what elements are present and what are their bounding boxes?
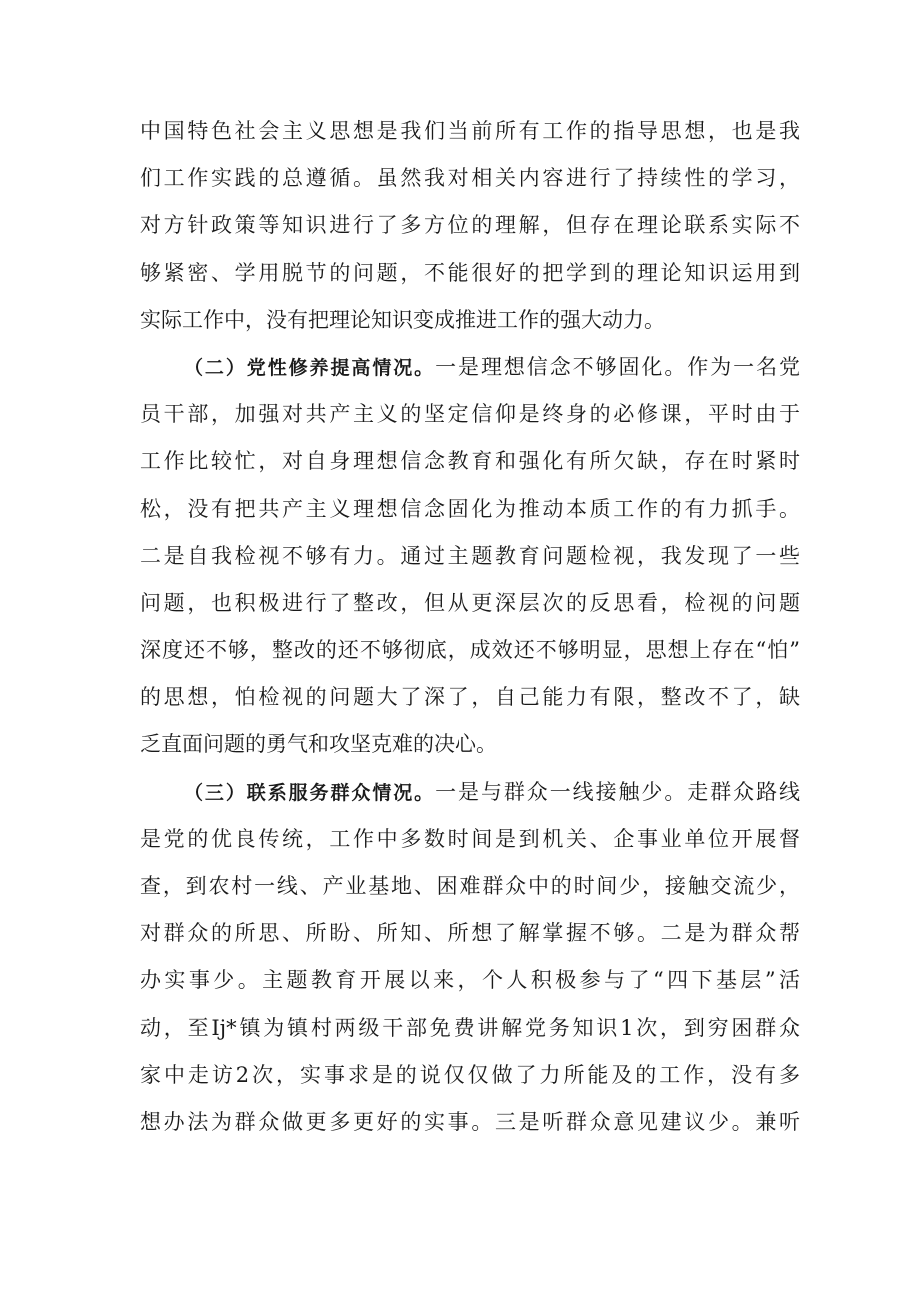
text-line: 查，到农村一线、产业基地、困难群众中的时间少，接触交流少， — [140, 874, 800, 898]
text-line: 乏直面问题的勇气和攻坚克难的决心。 — [140, 732, 497, 757]
document-body — [140, 108, 800, 1146]
text-line: 对群众的所思、所盼、所知、所想了解掌握不够。二是为群众帮 — [140, 921, 800, 946]
text-line: 们工作实践的总遵循。虽然我对相关内容进行了持续性的学习， — [140, 166, 800, 191]
text-run: 一是理想信念不够固化。作为一名党 — [435, 354, 800, 379]
text-line: 工作比较忙，对自身理想信念教育和强化有所欠缺，存在时紧时 — [140, 449, 800, 474]
text-line: 问题，也积极进行了整改，但从更深层次的反思看，检视的问题 — [140, 590, 800, 615]
paragraph-theory-practice — [140, 108, 800, 344]
section-heading-serve-masses: （三）联系服务群众情况。 — [184, 781, 436, 804]
text-line — [140, 344, 800, 391]
text-line: 深度还不够，整改的还不够彻底，成效还不够明显，思想上存在“怕” — [140, 638, 800, 663]
text-line: 动，至Ij*镇为镇村两级干部免费讲解党务知识1次，到穷困群众 — [140, 1015, 800, 1040]
text-line: 二是自我检视不够有力。通过主题教育问题检视，我发现了一些 — [140, 543, 800, 568]
text-run: 一是与群众一线接触少。走群众路线 — [435, 779, 800, 804]
text-line: 的思想，怕检视的问题大了深了，自己能力有限，整改不了，缺 — [140, 685, 800, 710]
text-line: 松，没有把共产主义理想信念固化为推动本质工作的有力抓手。 — [140, 496, 800, 521]
text-line: 家中走访2次，实事求是的说仅仅做了力所能及的工作，没有多 — [140, 1062, 800, 1087]
paragraph-party-spirit — [140, 344, 800, 769]
text-line: 中国特色社会主义思想是我们当前所有工作的指导思想，也是我 — [140, 119, 800, 143]
text-line: 实际工作中，没有把理论知识变成推进工作的强大动力。 — [140, 307, 665, 332]
text-line: 够紧密、学用脱节的问题，不能很好的把学到的理论知识运用到 — [140, 260, 800, 285]
paragraph-serve-masses — [140, 769, 800, 1147]
text-line: 是党的优良传统，工作中多数时间是到机关、企事业单位开展督 — [140, 826, 800, 851]
section-heading-party-spirit: （二）党性修养提高情况。 — [184, 356, 436, 379]
text-line: 想办法为群众做更多更好的实事。三是听群众意见建议少。兼听 — [140, 1109, 800, 1134]
text-line: 员干部，加强对共产主义的坚定信仰是终身的必修课，平时由于 — [140, 402, 800, 427]
text-line: 对方针政策等知识进行了多方位的理解，但存在理论联系实际不 — [140, 213, 800, 238]
text-line: 办实事少。主题教育开展以来，个人积极参与了“四下基层”活 — [140, 968, 800, 993]
text-line — [140, 769, 800, 816]
